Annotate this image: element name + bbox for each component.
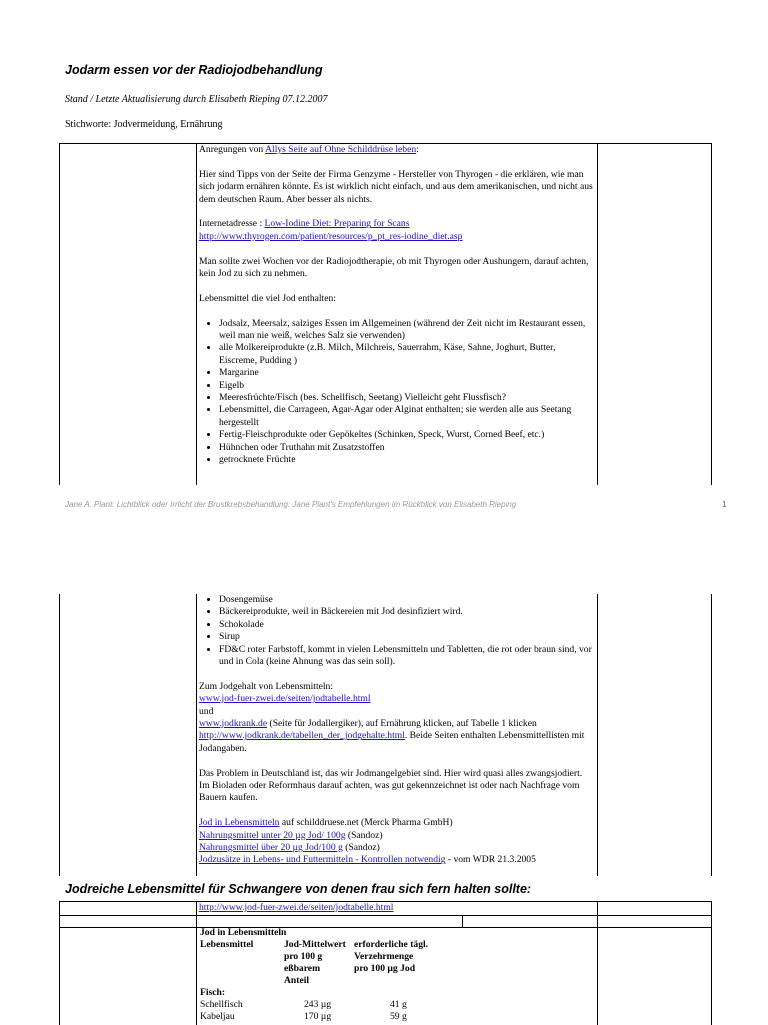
list-item: • Eigelb	[219, 380, 594, 392]
list-item: • FD&C roter Farbstoff, kommt in vielen Lebensmitteln und Tabletten, die rot oder braun sind, vor und in Cola (keine Ahnung was das sein soll).	[219, 644, 594, 669]
intro-paragraph: Anregungen von Allys Seite auf Ohne Schilddrüse leben:	[199, 144, 419, 155]
content-table-page1	[59, 143, 712, 485]
thyrogen-url-link[interactable]: http://www.thyrogen.com/patient/resources/p_pt_res-iodine_diet.asp	[199, 230, 463, 242]
iodine-food-list	[199, 318, 594, 467]
content-table-page2	[59, 594, 712, 876]
list-item: • Fertig-Fleischprodukte oder Gepökeltes (Schinken, Speck, Wurst, Corned Beef, etc.)	[219, 429, 594, 441]
document-title: Jodarm essen vor der Radiojodbehandlung	[65, 63, 323, 77]
table-title: Jod in Lebensmitteln	[200, 927, 287, 938]
wdr-article-link[interactable]: Jodzusätze in Lebens- und Futtermitteln - Kontrollen notwendig	[199, 854, 446, 866]
jod-fuer-zwei-link[interactable]: www.jod-fuer-zwei.de/seiten/jodtabelle.html	[199, 693, 371, 705]
jodkrank-link[interactable]: www.jodkrank.de	[199, 718, 268, 730]
table-divider	[60, 915, 711, 916]
last-update-line: Stand / Letzte Aktualisierung durch Elisabeth Rieping 07.12.2007	[65, 94, 328, 105]
column-header: Jod-Mittelwert pro 100 g eßbarem Anteil	[284, 939, 346, 986]
main-content-cell	[199, 594, 594, 879]
table-row	[200, 999, 454, 1011]
list-item: • Sirup	[219, 631, 594, 643]
jodgehalt-paragraph: Zum Jodgehalt von Lebensmitteln: www.jod-fuer-zwei.de/seiten/jodtabelle.html und www.jodkrank.de (Seite für Jodallergiker), auf Ernährung klicken, auf Tabelle 1 klicken http://www.jodkrank.de/tabellen_der_jodgehalte.html. Beide Seiten enthalten Lebensmittellisten mit Jodangaben.	[199, 680, 585, 754]
food-cell: Schellfisch	[200, 999, 243, 1010]
two-weeks-paragraph: Man sollte zwei Wochen vor der Radiojodtherapie, ob mit Thyrogen oder Aushungern, darauf achten, kein Jod zu sich zu nehmen.	[199, 255, 589, 280]
jodkrank-tables-link[interactable]: http://www.jodkrank.de/tabellen_der_jodgehalte.html	[199, 730, 405, 742]
list-item: • alle Molkereiprodukte (z.B. Milch, Milchreis, Sauerrahm, Käse, Sahne, Joghurt, Butter, Eiscreme, Pudding )	[219, 342, 594, 367]
table-divider	[462, 915, 463, 927]
list-item: • Meeresfrüchte/Fisch (bes. Schellfisch, Seetang) Vielleicht geht Flussfisch?	[219, 392, 594, 404]
table-divider	[196, 144, 197, 485]
list-item: • Dosengemüse	[219, 594, 594, 606]
iodine-content-table	[200, 927, 454, 1023]
page-footer: Jane A. Plant: Lichtblick oder Irrlicht der Brustkrebsbehandlung: Jane Plant's Empfehlungen im Rückblick von Elisabeth Rieping	[65, 500, 517, 509]
low-iodine-diet-link[interactable]: Low-Iodine Diet: Preparing for Scans	[264, 218, 410, 230]
over-20-link[interactable]: Nahrungsmittel über 20 µg Jod/100 g	[199, 842, 343, 854]
list-item: • Jodsalz, Meersalz, salziges Essen im Allgemeinen (während der Zeit nicht im Restaurant essen, weil man nie weiß, welches Salz sie verwenden)	[219, 318, 594, 343]
column-header: erforderliche tägl. Verzehrmenge pro 100 µg Jod	[354, 939, 429, 974]
food-cell: Kabeljau	[200, 1011, 235, 1022]
list-item: • Hühnchen oder Truthahn mit Zusatzstoffen	[219, 442, 594, 454]
main-content-cell	[199, 144, 594, 466]
problem-paragraph: Das Problem in Deutschland ist, das wir Jodmangelgebiet sind. Hier wird quasi alles zwangsjodiert. Im Bioladen oder Reformhaus darauf achten, was gut gekennzeichnet ist oder nach Nachfrage vom Bauern kaufen.	[199, 767, 583, 804]
pregnancy-heading: Jodreiche Lebensmittel für Schwangere von denen frau sich fern halten sollte:	[65, 882, 532, 896]
jodtabelle-link[interactable]: http://www.jod-fuer-zwei.de/seiten/jodtabelle.html	[199, 902, 394, 913]
keywords-line: Stichworte: Jodvermeidung, Ernährung	[65, 119, 223, 130]
references-paragraph: Jod in Lebensmitteln auf schilddruese.net (Merck Pharma GmbH) Nahrungsmittel unter 20 µg Jod/ 100g (Sandoz) Nahrungsmittel über 20 µg Jod/100 g (Sandoz) Jodzusätze in Lebens- und Futtermitteln - Kontrollen notwendig - vom WDR 21.3.2005	[199, 817, 536, 866]
table-divider	[196, 594, 197, 876]
amount-cell: 41 g	[390, 999, 407, 1010]
list-item: • Schokolade	[219, 619, 594, 631]
list-item: • Bäckereiprodukte, weil in Bäckereien mit Jod desinfiziert wird.	[219, 606, 594, 618]
list-item: • Margarine	[219, 367, 594, 379]
iodine-food-list-continued	[199, 594, 594, 668]
list-item: • getrocknete Früchte	[219, 454, 594, 466]
jod-cell: 243 µg	[304, 999, 332, 1010]
table-divider	[597, 902, 598, 1025]
column-header: Lebensmittel	[200, 939, 254, 950]
table-header	[200, 939, 454, 987]
jod-in-lebensmitteln-link[interactable]: Jod in Lebensmitteln	[199, 817, 280, 829]
internet-paragraph: Internetadresse : Low-Iodine Diet: Preparing for Scans http://www.thyrogen.com/patient/resources/p_pt_res-iodine_diet.asp	[199, 218, 463, 242]
table-row	[200, 1011, 454, 1023]
jod-cell: 170 µg	[304, 1011, 332, 1022]
list-item: • Lebensmittel, die Carrageen, Agar-Agar oder Alginat enthalten; sie werden alle aus Seetang hergestellt	[219, 404, 594, 429]
genzyme-paragraph: Hier sind Tipps von der Seite der Firma Genzyme - Hersteller von Thyrogen - die erklären, wie man sich jodarm ernähren könnte. Es ist wirklich nicht einfach, und aus dem amerikanischen, und nicht aus dem deutschen Raum. Aber besser als nichts.	[199, 168, 593, 205]
category-label: Fisch:	[200, 987, 226, 998]
table-divider	[597, 144, 598, 485]
list-heading: Lebensmittel die viel Jod enthalten:	[199, 292, 336, 304]
under-20-link[interactable]: Nahrungsmittel unter 20 µg Jod/ 100g	[199, 829, 346, 841]
amount-cell: 59 g	[390, 1011, 407, 1022]
allys-page-link[interactable]: Allys Seite auf Ohne Schilddrüse leben	[265, 144, 417, 155]
table-divider	[597, 594, 598, 876]
page-number: 1	[722, 500, 727, 509]
table-divider	[196, 902, 197, 1025]
